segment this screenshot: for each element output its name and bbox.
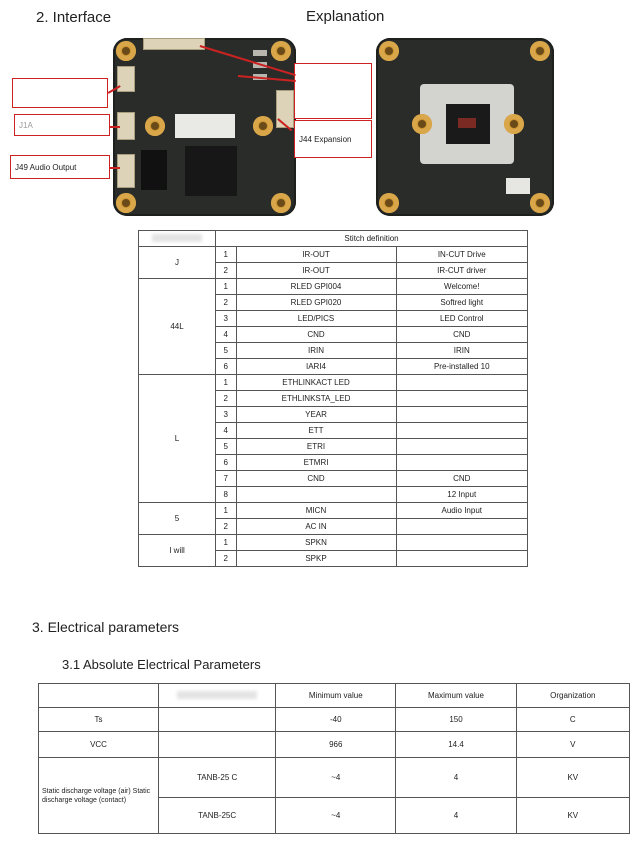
mount-hole-icon	[530, 193, 550, 213]
mount-hole-icon	[271, 41, 291, 61]
pin-number: 3	[216, 311, 237, 327]
pin-description: 12 Input	[396, 487, 527, 503]
signal-name: IRIN	[236, 343, 396, 359]
table-row	[139, 503, 528, 519]
signal-name: SPKN	[236, 535, 396, 551]
group-name: I will	[139, 535, 216, 567]
connector-j49-icon	[117, 154, 135, 188]
signal-name: MICN	[236, 503, 396, 519]
soc-chip-icon	[185, 146, 237, 196]
pin-description	[396, 407, 527, 423]
qr-sticker	[175, 114, 235, 138]
table-header: Stitch definition	[216, 231, 528, 247]
mount-hole-icon	[116, 193, 136, 213]
signal-name: LED/PICS	[236, 311, 396, 327]
param-condition: TANB-25C	[159, 798, 276, 834]
param-max: 150	[396, 708, 516, 732]
absolute-parameters-table	[38, 683, 630, 834]
leader-line	[110, 126, 120, 128]
signal-name: IARI4	[236, 359, 396, 375]
pin-number: 6	[216, 455, 237, 471]
param-min: ~4	[276, 758, 396, 798]
pin-description: LED Control	[396, 311, 527, 327]
pin-description: Welcome!	[396, 279, 527, 295]
component-icon	[506, 178, 530, 194]
signal-name: YEAR	[236, 407, 396, 423]
pin-number: 2	[216, 391, 237, 407]
signal-name: ETT	[236, 423, 396, 439]
pin-number: 1	[216, 535, 237, 551]
param-max: 4	[396, 758, 516, 798]
pin-description: Audio Input	[396, 503, 527, 519]
signal-name: CND	[236, 327, 396, 343]
connector-j44-icon	[276, 90, 294, 128]
pin-definition-table	[138, 230, 528, 567]
section-heading-interface: 2. Interface	[36, 9, 112, 26]
table-row	[39, 758, 630, 798]
signal-name: CND	[236, 471, 396, 487]
connector-j-icon	[117, 66, 135, 92]
pin-description	[396, 519, 527, 535]
callout-j49-audio-output: J49 Audio Output	[10, 155, 110, 179]
pin-description: IR-CUT driver	[396, 263, 527, 279]
table-row	[39, 708, 630, 732]
subsection-heading-absolute: 3.1 Absolute Electrical Parameters	[62, 657, 261, 672]
pin-number: 1	[216, 247, 237, 263]
signal-name: ETHLINKACT LED	[236, 375, 396, 391]
param-condition	[159, 708, 276, 732]
pin-description: Softred light	[396, 295, 527, 311]
signal-name: SPKP	[236, 551, 396, 567]
table-cell	[139, 231, 216, 247]
table-header-row	[39, 684, 630, 708]
signal-name	[236, 487, 396, 503]
signal-name: IR-OUT	[236, 263, 396, 279]
pin-number: 1	[216, 503, 237, 519]
chip-icon	[141, 150, 167, 190]
signal-name: AC IN	[236, 519, 396, 535]
mount-hole-icon	[530, 41, 550, 61]
column-header: Organization	[516, 684, 629, 708]
mount-hole-icon	[379, 193, 399, 213]
table-row	[139, 279, 528, 295]
pin-description: CND	[396, 327, 527, 343]
pin-number: 7	[216, 471, 237, 487]
lens-screw-icon	[253, 116, 273, 136]
param-min: ~4	[276, 798, 396, 834]
callout-left-mid: J1A	[14, 114, 110, 136]
mount-hole-icon	[271, 193, 291, 213]
pin-description	[396, 455, 527, 471]
mount-hole-icon	[116, 41, 136, 61]
column-header	[159, 684, 276, 708]
param-name: Static discharge voltage (air) Static discharge voltage (contact)	[39, 758, 159, 834]
callout-right-top	[294, 63, 372, 119]
component-icon	[253, 50, 267, 56]
group-name: 5	[139, 503, 216, 535]
sensor-die-icon	[458, 118, 476, 128]
param-min: 966	[276, 732, 396, 758]
param-name: VCC	[39, 732, 159, 758]
table-row	[139, 535, 528, 551]
ribbon-connector-icon	[143, 38, 205, 50]
pin-number: 4	[216, 327, 237, 343]
pin-number: 6	[216, 359, 237, 375]
param-unit: C	[516, 708, 629, 732]
param-unit: V	[516, 732, 629, 758]
group-name: L	[139, 375, 216, 503]
mount-hole-icon	[379, 41, 399, 61]
column-header	[39, 684, 159, 708]
group-name: 44L	[139, 279, 216, 375]
heading-explanation: Explanation	[306, 8, 385, 25]
board-photo-back	[376, 38, 554, 216]
pin-number: 3	[216, 407, 237, 423]
signal-name: ETMRI	[236, 455, 396, 471]
param-max: 4	[396, 798, 516, 834]
signal-name: ETHLINKSTA_LED	[236, 391, 396, 407]
pin-description	[396, 423, 527, 439]
pin-description	[396, 439, 527, 455]
pin-description	[396, 551, 527, 567]
leader-line	[110, 167, 120, 169]
signal-name: ETRI	[236, 439, 396, 455]
param-min: -40	[276, 708, 396, 732]
param-name: Ts	[39, 708, 159, 732]
pin-number: 4	[216, 423, 237, 439]
pin-description: IRIN	[396, 343, 527, 359]
pin-description	[396, 375, 527, 391]
pin-description	[396, 535, 527, 551]
pin-description: CND	[396, 471, 527, 487]
pin-number: 8	[216, 487, 237, 503]
lens-screw-icon	[145, 116, 165, 136]
table-row	[139, 247, 528, 263]
table-row	[39, 732, 630, 758]
pin-number: 1	[216, 279, 237, 295]
pin-number: 2	[216, 551, 237, 567]
pin-number: 1	[216, 375, 237, 391]
param-unit: KV	[516, 798, 629, 834]
param-condition	[159, 732, 276, 758]
table-row	[139, 375, 528, 391]
param-condition: TANB-25 C	[159, 758, 276, 798]
pin-number: 5	[216, 343, 237, 359]
callout-left-top	[12, 78, 108, 108]
column-header: Maximum value	[396, 684, 516, 708]
section-heading-electrical: 3. Electrical parameters	[32, 619, 180, 635]
group-name: J	[139, 247, 216, 279]
pin-description	[396, 391, 527, 407]
column-header: Minimum value	[276, 684, 396, 708]
pin-description: IN-CUT Drive	[396, 247, 527, 263]
lens-screw-icon	[504, 114, 524, 134]
pin-number: 5	[216, 439, 237, 455]
param-unit: KV	[516, 758, 629, 798]
lens-screw-icon	[412, 114, 432, 134]
pin-number: 2	[216, 263, 237, 279]
signal-name: RLED GPI020	[236, 295, 396, 311]
param-max: 14.4	[396, 732, 516, 758]
callout-j44-expansion: J44 Expansion	[294, 120, 372, 158]
signal-name: IR-OUT	[236, 247, 396, 263]
pin-description: Pre-installed 10	[396, 359, 527, 375]
signal-name: RLED GPI004	[236, 279, 396, 295]
pin-number: 2	[216, 295, 237, 311]
table-header-row	[139, 231, 528, 247]
pin-number: 2	[216, 519, 237, 535]
board-photo-front	[113, 38, 296, 216]
